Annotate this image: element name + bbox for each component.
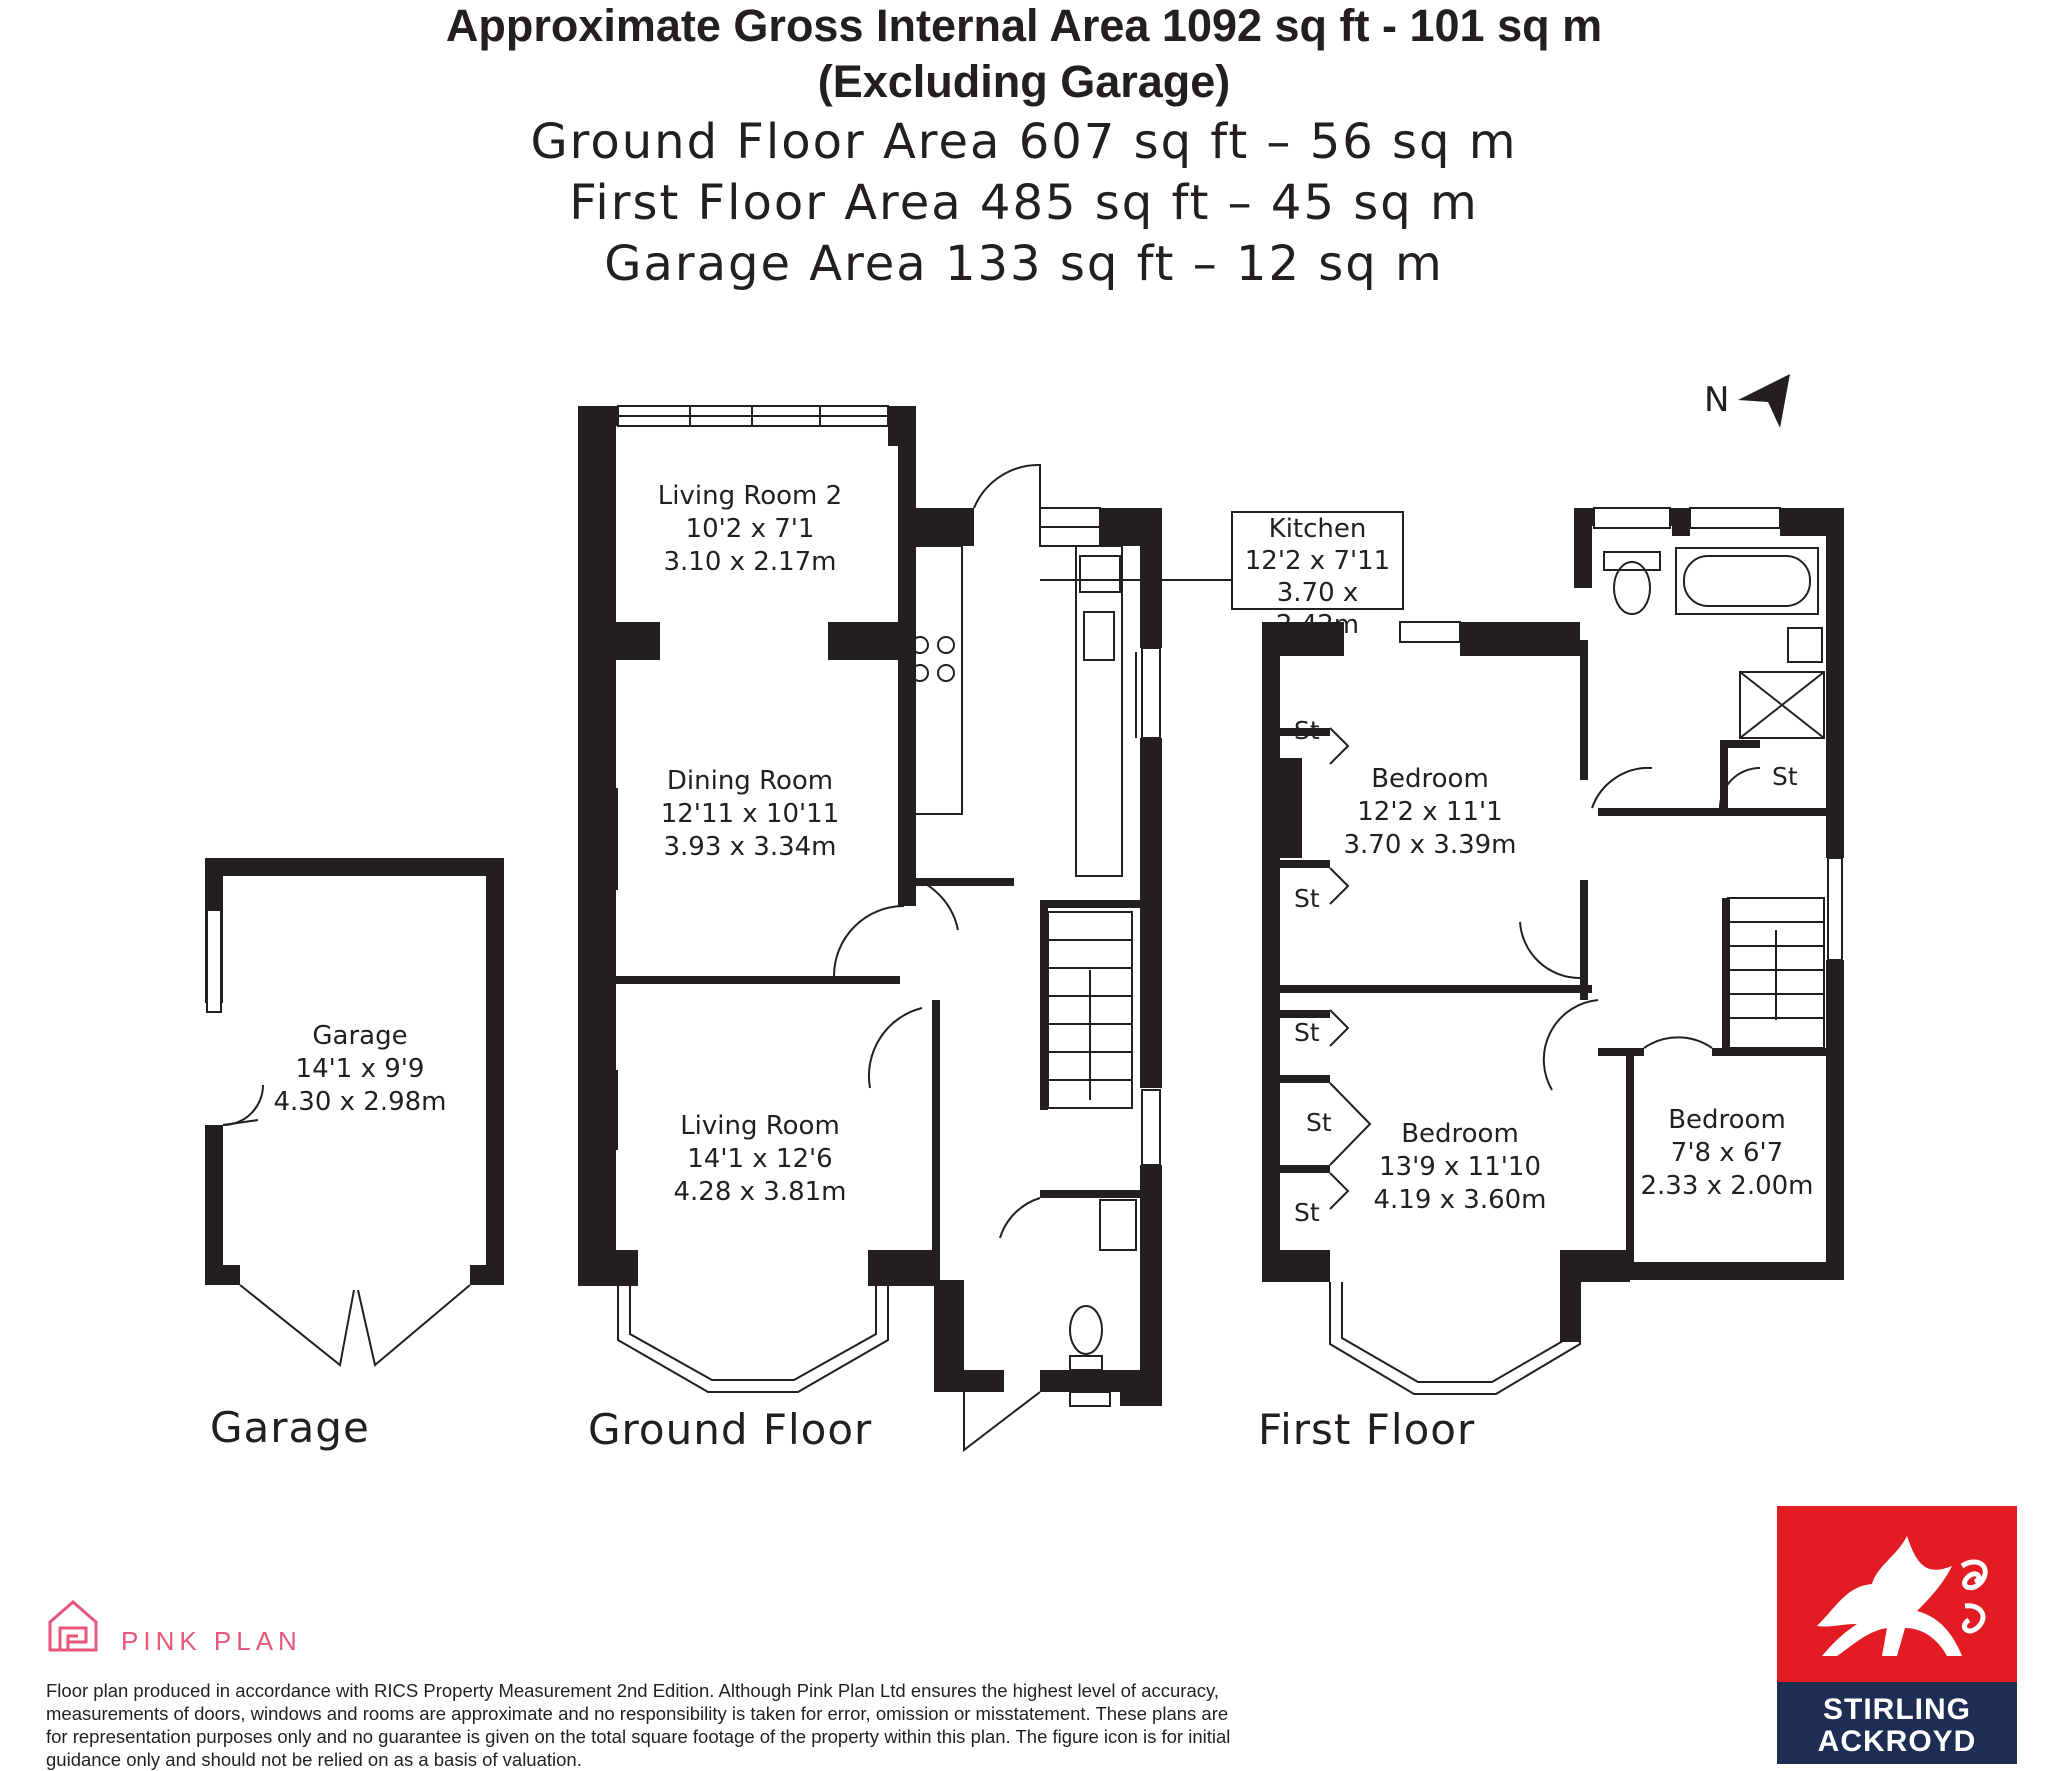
room-name: Living Room 2 <box>657 481 843 511</box>
gross-area-title: Approximate Gross Internal Area 1092 sq ft - 101 sq m <box>445 0 1603 51</box>
excluding-garage-note: (Excluding Garage) <box>817 56 1231 107</box>
room-metric: 2.33 x 2.00m <box>1640 1171 1814 1201</box>
room-name: Living Room <box>680 1111 840 1141</box>
storage-label: St <box>1772 762 1798 791</box>
garage-area: Garage Area 133 sq ft – 12 sq m <box>604 236 1444 292</box>
stirling-ackroyd-logo <box>1777 1506 2017 1764</box>
garage-floor-label: Garage <box>210 1403 370 1452</box>
room-name: Kitchen <box>1268 514 1367 544</box>
room-imperial: 12'2 x 7'11 <box>1244 546 1391 576</box>
agent-name-line2: ACKROYD <box>1817 1725 1977 1758</box>
room-imperial: 12'11 x 10'11 <box>660 799 840 829</box>
first-floor-label: First Floor <box>1258 1405 1476 1454</box>
pink-plan-wordmark: PINK PLAN <box>121 1626 302 1656</box>
ground-floor-label: Ground Floor <box>588 1405 873 1454</box>
storage-label: St <box>1306 1108 1332 1137</box>
room-imperial: 7'8 x 6'7 <box>1670 1138 1784 1168</box>
first-floor-area: First Floor Area 485 sq ft – 45 sq m <box>569 175 1479 231</box>
room-imperial: 13'9 x 11'10 <box>1378 1152 1541 1182</box>
room-imperial: 12'2 x 11'1 <box>1357 797 1503 827</box>
room-metric: 4.28 x 3.81m <box>673 1177 847 1207</box>
room-metric: 4.19 x 3.60m <box>1373 1185 1547 1215</box>
room-name: Bedroom <box>1401 1119 1519 1149</box>
room-garage <box>255 1020 465 1119</box>
room-bedroom-2 <box>1350 1118 1570 1217</box>
room-imperial: 14'1 x 12'6 <box>687 1144 833 1174</box>
room-kitchen <box>1231 511 1404 640</box>
room-dining-room <box>630 765 870 864</box>
room-imperial: 14'1 x 9'9 <box>295 1054 425 1084</box>
pink-plan-logo-icon <box>46 1598 100 1654</box>
room-bedroom-3 <box>1632 1104 1822 1203</box>
room-living-room-2 <box>640 480 860 579</box>
storage-label: St <box>1294 716 1320 745</box>
griffin-icon <box>1777 1506 2017 1682</box>
ground-floor-area: Ground Floor Area 607 sq ft – 56 sq m <box>530 114 1518 170</box>
room-metric: 3.70 x 2.42m <box>1275 578 1360 640</box>
compass-north-label: N <box>1704 380 1730 420</box>
room-metric: 3.93 x 3.34m <box>663 832 837 862</box>
room-metric: 3.70 x 3.39m <box>1343 830 1517 860</box>
room-name: Bedroom <box>1371 764 1489 794</box>
room-metric: 3.10 x 2.17m <box>663 547 837 577</box>
room-name: Garage <box>312 1021 408 1051</box>
room-bedroom-1 <box>1330 763 1530 862</box>
room-name: Bedroom <box>1668 1105 1786 1135</box>
agent-name-panel <box>1777 1682 2017 1764</box>
storage-label: St <box>1294 1198 1320 1227</box>
storage-label: St <box>1294 1018 1320 1047</box>
disclaimer-text: Floor plan produced in accordance with RICS Property Measurement 2nd Edition. Although Pink Plan Ltd ensures the highest level of accuracy, measurements of doors, windows and rooms are approximate and no responsibility is taken for error, omission or misstatement. These plans are for representation purposes only and no guarantee is given on the total square footage of the property within this plan. The figure icon is for initial guidance only and should not be relied on as a basis of valuation. <box>46 1680 1231 1770</box>
room-living-room <box>650 1110 870 1209</box>
room-imperial: 10'2 x 7'1 <box>685 514 815 544</box>
griffin-panel <box>1777 1506 2017 1682</box>
room-metric: 4.30 x 2.98m <box>273 1087 447 1117</box>
room-name: Dining Room <box>666 766 834 796</box>
compass-arrow-icon <box>1738 374 1790 428</box>
storage-label: St <box>1294 884 1320 913</box>
agent-name-line1: STIRLING <box>1823 1693 1971 1726</box>
